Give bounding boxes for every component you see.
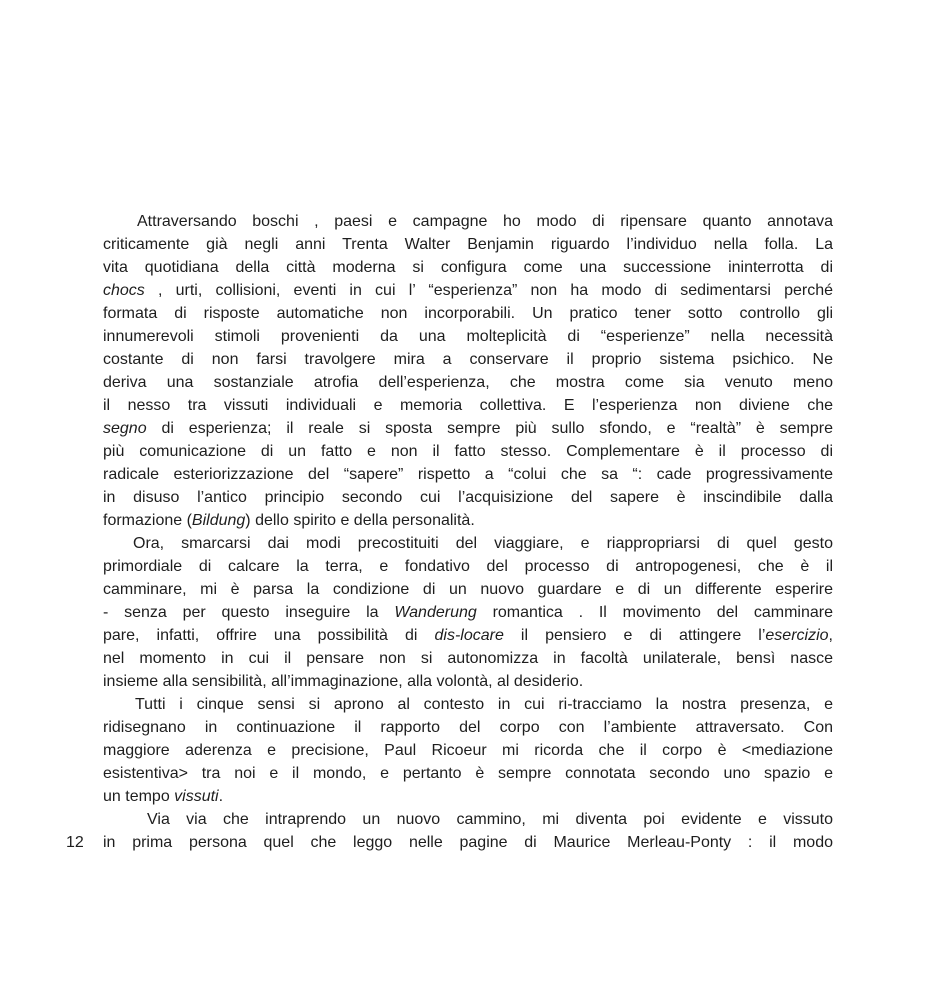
italic-text-segment: segno	[103, 420, 147, 437]
italic-text-segment: Bildung	[191, 512, 246, 529]
italic-text-segment: Wanderung	[394, 604, 477, 621]
text-segment: criticamente già negli anni Trenta Walter Benjamin riguardo l’individuo nella folla. La	[103, 236, 833, 253]
text-line	[103, 647, 833, 670]
text-segment: esistentiva> tra noi e il mondo, e pertanto è sempre connotata secondo uno spazio e	[103, 765, 833, 782]
text-segment: più comunicazione di un fatto e non il fatto stesso. Complementare è il processo di	[103, 443, 833, 460]
text-line	[103, 601, 833, 624]
paragraph	[103, 808, 833, 854]
text-line	[103, 578, 833, 601]
text-segment: .	[218, 788, 224, 805]
text-line	[103, 486, 833, 509]
text-segment: , urti, collisioni, eventi in cui l’ “esperienza” non ha modo di sedimentarsi perché	[144, 282, 833, 299]
text-segment: ) dello spirito e della personalità.	[245, 512, 475, 529]
text-line	[103, 831, 833, 854]
text-line	[103, 256, 833, 279]
text-line	[103, 670, 833, 693]
text-line	[103, 371, 833, 394]
text-segment: il nesso tra vissuti individuali e memoria collettiva. E l’esperienza non diviene che	[103, 397, 833, 414]
text-segment: radicale esteriorizzazione del “sapere” rispetto a “colui che sa “: cade progressivamente	[103, 466, 833, 483]
text-line	[103, 739, 833, 762]
text-segment: romantica . Il movimento del camminare	[476, 604, 833, 621]
text-segment: formata di risposte automatiche non incorporabili. Un pratico tener sotto controllo gli	[103, 305, 833, 322]
text-line	[103, 762, 833, 785]
text-line	[103, 325, 833, 348]
text-segment: in disuso l’antico principio secondo cui l’acquisizione del sapere è inscindibile dalla	[103, 489, 833, 506]
text-segment: un tempo	[103, 788, 175, 805]
text-segment: nel momento in cui il pensare non si autonomizza in facoltà unilaterale, bensì nasce	[103, 650, 833, 667]
text-segment: il pensiero e di attingere l’	[503, 627, 766, 644]
italic-text-segment: dis-locare	[434, 627, 504, 644]
text-segment: Via via che intraprendo un nuovo cammino, mi diventa poi evidente e vissuto	[147, 811, 833, 828]
text-line	[103, 440, 833, 463]
text-segment: primordiale di calcare la terra, e fondativo del processo di antropogenesi, che è il	[103, 558, 833, 575]
text-segment: Attraversando boschi , paesi e campagne ho modo di ripensare quanto annotava	[137, 213, 833, 230]
text-segment: pare, infatti, offrire una possibilità di	[103, 627, 435, 644]
text-block	[103, 210, 833, 854]
paragraph	[103, 210, 833, 532]
text-segment: costante di non farsi travolgere mira a conservare il proprio sistema psichico. Ne	[103, 351, 833, 368]
text-line	[103, 716, 833, 739]
text-line	[103, 808, 833, 831]
text-segment: - senza per questo inseguire la	[103, 604, 395, 621]
text-segment: ,	[828, 627, 833, 644]
text-segment: Ora, smarcarsi dai modi precostituiti del viaggiare, e riappropriarsi di quel gesto	[133, 535, 833, 552]
text-line	[103, 210, 833, 233]
text-line	[103, 624, 833, 647]
page-number: 12	[66, 834, 84, 851]
text-line	[103, 394, 833, 417]
text-line	[103, 693, 833, 716]
text-line	[103, 348, 833, 371]
paragraph	[103, 693, 833, 808]
text-segment: ridisegnano in continuazione il rapporto del corpo con l’ambiente attraversato. Con	[103, 719, 833, 736]
text-line	[103, 233, 833, 256]
text-segment: formazione (	[103, 512, 192, 529]
text-segment: di esperienza; il reale si sposta sempre più sullo sfondo, e “realtà” è sempre	[146, 420, 833, 437]
text-line	[103, 555, 833, 578]
text-line	[103, 785, 833, 808]
text-segment: vita quotidiana della città moderna si configura come una successione ininterrotta di	[103, 259, 833, 276]
text-line	[103, 279, 833, 302]
italic-text-segment: vissuti	[174, 788, 219, 805]
text-line	[103, 302, 833, 325]
text-segment: innumerevoli stimoli provenienti da una molteplicità di “esperienze” nella necessità	[103, 328, 833, 345]
text-segment: deriva una sostanziale atrofia dell’esperienza, che mostra come sia venuto meno	[103, 374, 833, 391]
text-segment: Tutti i cinque sensi si aprono al contesto in cui ri-tracciamo la nostra presenza, e	[135, 696, 833, 713]
text-segment: maggiore aderenza e precisione, Paul Ricoeur mi ricorda che il corpo è <mediazione	[103, 742, 833, 759]
text-line	[103, 532, 833, 555]
italic-text-segment: chocs	[103, 282, 145, 299]
text-segment: insieme alla sensibilità, all’immaginazione, alla volontà, al desiderio.	[103, 673, 584, 690]
text-segment: camminare, mi è parsa la condizione di un nuovo guardare e di un differente esperire	[103, 581, 833, 598]
text-line	[103, 417, 833, 440]
text-line	[103, 463, 833, 486]
text-line	[103, 509, 833, 532]
paragraph	[103, 532, 833, 693]
text-segment: in prima persona quel che leggo nelle pagine di Maurice Merleau-Ponty : il modo	[103, 834, 833, 851]
italic-text-segment: esercizio	[765, 627, 829, 644]
